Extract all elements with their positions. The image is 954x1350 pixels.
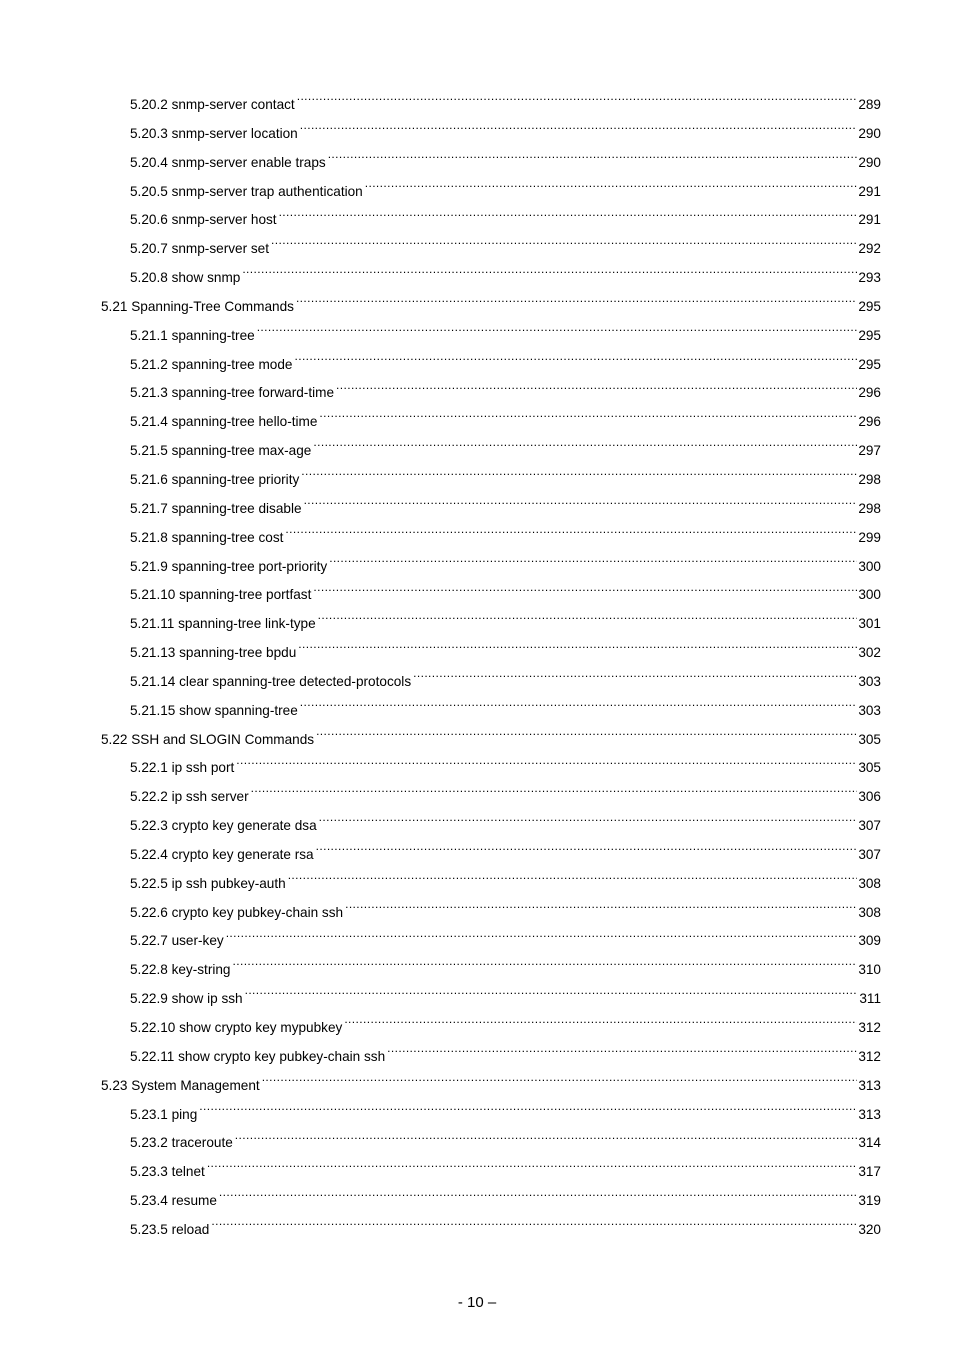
toc-entry-title: 5.21.8 spanning-tree cost <box>130 529 284 545</box>
toc-entry-page-number: 308 <box>858 875 881 891</box>
toc-entry-page-number: 298 <box>858 500 881 516</box>
toc-subsection-entry[interactable] <box>0 697 954 726</box>
toc-dot-leader <box>301 470 857 484</box>
toc-dot-leader <box>279 211 858 225</box>
toc-dot-leader <box>336 384 857 398</box>
toc-entry-page-number: 290 <box>858 125 881 141</box>
toc-dot-leader <box>313 586 857 600</box>
toc-dot-leader <box>236 759 857 773</box>
toc-entry-page-number: 298 <box>858 471 881 487</box>
toc-subsection-entry[interactable] <box>0 812 954 841</box>
table-of-contents <box>0 91 954 1245</box>
toc-dot-leader <box>271 240 857 254</box>
toc-entry-page-number: 303 <box>858 673 881 689</box>
toc-entry-page-number: 300 <box>858 558 881 574</box>
toc-entry-title: 5.21.2 spanning-tree mode <box>130 356 293 372</box>
toc-entry-title: 5.20.4 snmp-server enable traps <box>130 154 326 170</box>
toc-subsection-entry[interactable] <box>0 264 954 293</box>
toc-dot-leader <box>316 845 858 859</box>
toc-entry-page-number: 314 <box>858 1135 881 1151</box>
toc-entry-page-number: 290 <box>858 154 881 170</box>
toc-entry-title: 5.21.14 clear spanning-tree detected-protocols <box>130 673 412 689</box>
toc-entry-page-number: 302 <box>858 645 881 661</box>
toc-subsection-entry[interactable] <box>0 1101 954 1130</box>
toc-entry-title: 5.21.13 spanning-tree bpdu <box>130 645 297 661</box>
toc-entry-title: 5.23.4 resume <box>130 1193 217 1209</box>
toc-subsection-entry[interactable] <box>0 581 954 610</box>
toc-entry-title: 5.22.9 show ip ssh <box>130 991 243 1007</box>
toc-dot-leader <box>413 672 857 686</box>
toc-entry-page-number: 310 <box>858 962 881 978</box>
toc-subsection-entry[interactable] <box>0 870 954 899</box>
toc-dot-leader <box>211 1220 857 1234</box>
toc-subsection-entry[interactable] <box>0 466 954 495</box>
toc-entry-page-number: 305 <box>858 731 881 747</box>
toc-entry-title: 5.22 SSH and SLOGIN Commands <box>101 731 315 747</box>
toc-entry-title: 5.21.5 spanning-tree max-age <box>130 443 312 459</box>
toc-section-entry[interactable] <box>0 1072 954 1101</box>
toc-subsection-entry[interactable] <box>0 927 954 956</box>
toc-subsection-entry[interactable] <box>0 178 954 207</box>
toc-dot-leader <box>242 268 857 282</box>
toc-dot-leader <box>345 903 857 917</box>
toc-entry-page-number: 305 <box>858 760 881 776</box>
toc-entry-title: 5.23.3 telnet <box>130 1164 205 1180</box>
toc-dot-leader <box>344 1018 857 1032</box>
toc-entry-page-number: 309 <box>858 933 881 949</box>
toc-dot-leader <box>251 788 858 802</box>
toc-subsection-entry[interactable] <box>0 322 954 351</box>
toc-entry-title: 5.22.8 key-string <box>130 962 231 978</box>
toc-subsection-entry[interactable] <box>0 91 954 120</box>
toc-entry-page-number: 306 <box>858 789 881 805</box>
toc-entry-page-number: 292 <box>858 241 881 257</box>
toc-subsection-entry[interactable] <box>0 379 954 408</box>
toc-entry-page-number: 312 <box>858 1048 881 1064</box>
toc-entry-page-number: 313 <box>858 1106 881 1122</box>
toc-subsection-entry[interactable] <box>0 524 954 553</box>
toc-subsection-entry[interactable] <box>0 899 954 928</box>
toc-subsection-entry[interactable] <box>0 1014 954 1043</box>
toc-entry-page-number: 313 <box>858 1077 881 1093</box>
toc-entry-title: 5.20.3 snmp-server location <box>130 125 298 141</box>
toc-dot-leader <box>219 1191 857 1205</box>
toc-entry-page-number: 317 <box>858 1164 881 1180</box>
toc-dot-leader <box>387 1047 857 1061</box>
toc-subsection-entry[interactable] <box>0 206 954 235</box>
toc-dot-leader <box>365 182 858 196</box>
toc-dot-leader <box>288 874 858 888</box>
toc-entry-title: 5.20.2 snmp-server contact <box>130 97 295 112</box>
toc-entry-title: 5.21.7 spanning-tree disable <box>130 500 302 516</box>
toc-subsection-entry[interactable] <box>0 668 954 697</box>
toc-entry-title: 5.21.10 spanning-tree portfast <box>130 587 312 603</box>
toc-dot-leader <box>300 124 858 138</box>
toc-subsection-entry[interactable] <box>0 610 954 639</box>
toc-dot-leader <box>328 153 858 167</box>
toc-dot-leader <box>235 1134 858 1148</box>
toc-entry-page-number: 307 <box>858 818 881 834</box>
toc-entry-title: 5.21.4 spanning-tree hello-time <box>130 414 318 430</box>
page-number: - 10 – <box>457 1294 497 1311</box>
toc-entry-title: 5.22.2 ip ssh server <box>130 789 249 805</box>
toc-subsection-entry[interactable] <box>0 1216 954 1245</box>
toc-entry-title: 5.23.2 traceroute <box>130 1135 233 1151</box>
toc-entry-title: 5.23 System Management <box>101 1077 260 1093</box>
toc-dot-leader <box>257 326 858 340</box>
toc-dot-leader <box>304 499 858 513</box>
toc-entry-page-number: 311 <box>859 991 881 1007</box>
toc-entry-title: 5.20.5 snmp-server trap authentication <box>130 183 363 199</box>
toc-entry-page-number: 296 <box>858 414 881 430</box>
toc-dot-leader <box>319 413 857 427</box>
toc-subsection-entry[interactable] <box>0 408 954 437</box>
toc-subsection-entry[interactable] <box>0 149 954 178</box>
toc-entry-page-number: 291 <box>858 212 881 228</box>
toc-subsection-entry[interactable] <box>0 1043 954 1072</box>
toc-entry-title: 5.21.11 spanning-tree link-type <box>130 616 316 632</box>
toc-subsection-entry[interactable] <box>0 1158 954 1187</box>
toc-entry-title: 5.22.4 crypto key generate rsa <box>130 846 314 862</box>
toc-entry-title: 5.21.1 spanning-tree <box>130 327 255 343</box>
toc-entry-page-number: 289 <box>858 97 881 112</box>
toc-subsection-entry[interactable] <box>0 783 954 812</box>
toc-dot-leader <box>294 355 857 369</box>
toc-subsection-entry[interactable] <box>0 437 954 466</box>
toc-section-entry[interactable] <box>0 726 954 755</box>
toc-subsection-entry[interactable] <box>0 841 954 870</box>
toc-dot-leader <box>316 730 857 744</box>
toc-entry-title: 5.22.1 ip ssh port <box>130 760 235 776</box>
toc-entry-title: 5.20.7 snmp-server set <box>130 241 270 257</box>
toc-subsection-entry[interactable] <box>0 985 954 1014</box>
toc-entry-page-number: 295 <box>858 356 881 372</box>
toc-dot-leader <box>233 961 858 975</box>
toc-entry-page-number: 299 <box>858 529 881 545</box>
toc-entry-title: 5.20.8 show snmp <box>130 270 241 286</box>
toc-dot-leader <box>298 643 857 657</box>
toc-entry-page-number: 297 <box>858 443 881 459</box>
toc-entry-title: 5.22.7 user-key <box>130 933 224 949</box>
toc-entry-title: 5.23.1 ping <box>130 1106 198 1122</box>
toc-subsection-entry[interactable] <box>0 639 954 668</box>
toc-entry-title: 5.22.3 crypto key generate dsa <box>130 818 317 834</box>
toc-entry-title: 5.22.5 ip ssh pubkey-auth <box>130 875 286 891</box>
toc-entry-page-number: 295 <box>858 298 881 314</box>
toc-dot-leader <box>313 442 857 456</box>
toc-entry-page-number: 296 <box>858 385 881 401</box>
toc-entry-title: 5.23.5 reload <box>130 1221 210 1237</box>
toc-entry-page-number: 319 <box>858 1193 881 1209</box>
toc-entry-title: 5.20.6 snmp-server host <box>130 212 277 228</box>
toc-subsection-entry[interactable] <box>0 1187 954 1216</box>
toc-dot-leader <box>262 1076 858 1090</box>
toc-subsection-entry[interactable] <box>0 495 954 524</box>
toc-entry-title: 5.22.11 show crypto key pubkey-chain ssh <box>130 1048 386 1064</box>
toc-subsection-entry[interactable] <box>0 553 954 582</box>
toc-subsection-entry[interactable] <box>0 235 954 264</box>
toc-entry-page-number: 307 <box>858 846 881 862</box>
toc-dot-leader <box>329 557 857 571</box>
toc-subsection-entry[interactable] <box>0 1129 954 1158</box>
toc-entry-page-number: 303 <box>858 702 881 718</box>
toc-entry-page-number: 301 <box>858 616 881 632</box>
toc-entry-page-number: 300 <box>858 587 881 603</box>
toc-entry-page-number: 295 <box>858 327 881 343</box>
toc-dot-leader <box>199 1105 857 1119</box>
toc-entry-page-number: 308 <box>858 904 881 920</box>
toc-entry-title: 5.21.15 show spanning-tree <box>130 702 298 718</box>
toc-entry-title: 5.22.10 show crypto key mypubkey <box>130 1020 343 1035</box>
toc-subsection-entry[interactable] <box>0 956 954 985</box>
toc-dot-leader <box>245 990 859 1004</box>
toc-dot-leader <box>226 932 858 946</box>
toc-entry-title: 5.21 Spanning-Tree Commands <box>101 298 294 314</box>
toc-entry-page-number: 293 <box>858 270 881 286</box>
toc-entry-title: 5.22.6 crypto key pubkey-chain ssh <box>130 904 344 920</box>
toc-subsection-entry[interactable] <box>0 120 954 149</box>
toc-dot-leader <box>285 528 857 542</box>
toc-dot-leader <box>296 297 857 311</box>
toc-dot-leader <box>319 817 858 831</box>
toc-section-entry[interactable] <box>0 293 954 322</box>
toc-subsection-entry[interactable] <box>0 754 954 783</box>
toc-entry-title: 5.21.6 spanning-tree priority <box>130 471 300 487</box>
toc-entry-page-number: 320 <box>858 1221 881 1237</box>
toc-dot-leader <box>318 615 858 629</box>
toc-dot-leader <box>207 1163 857 1177</box>
toc-dot-leader <box>297 95 858 109</box>
toc-entry-title: 5.21.3 spanning-tree forward-time <box>130 385 335 401</box>
toc-entry-page-number: 291 <box>858 183 881 199</box>
toc-subsection-entry[interactable] <box>0 351 954 380</box>
toc-entry-title: 5.21.9 spanning-tree port-priority <box>130 558 328 574</box>
toc-entry-page-number: 312 <box>858 1020 881 1035</box>
toc-dot-leader <box>300 701 858 715</box>
